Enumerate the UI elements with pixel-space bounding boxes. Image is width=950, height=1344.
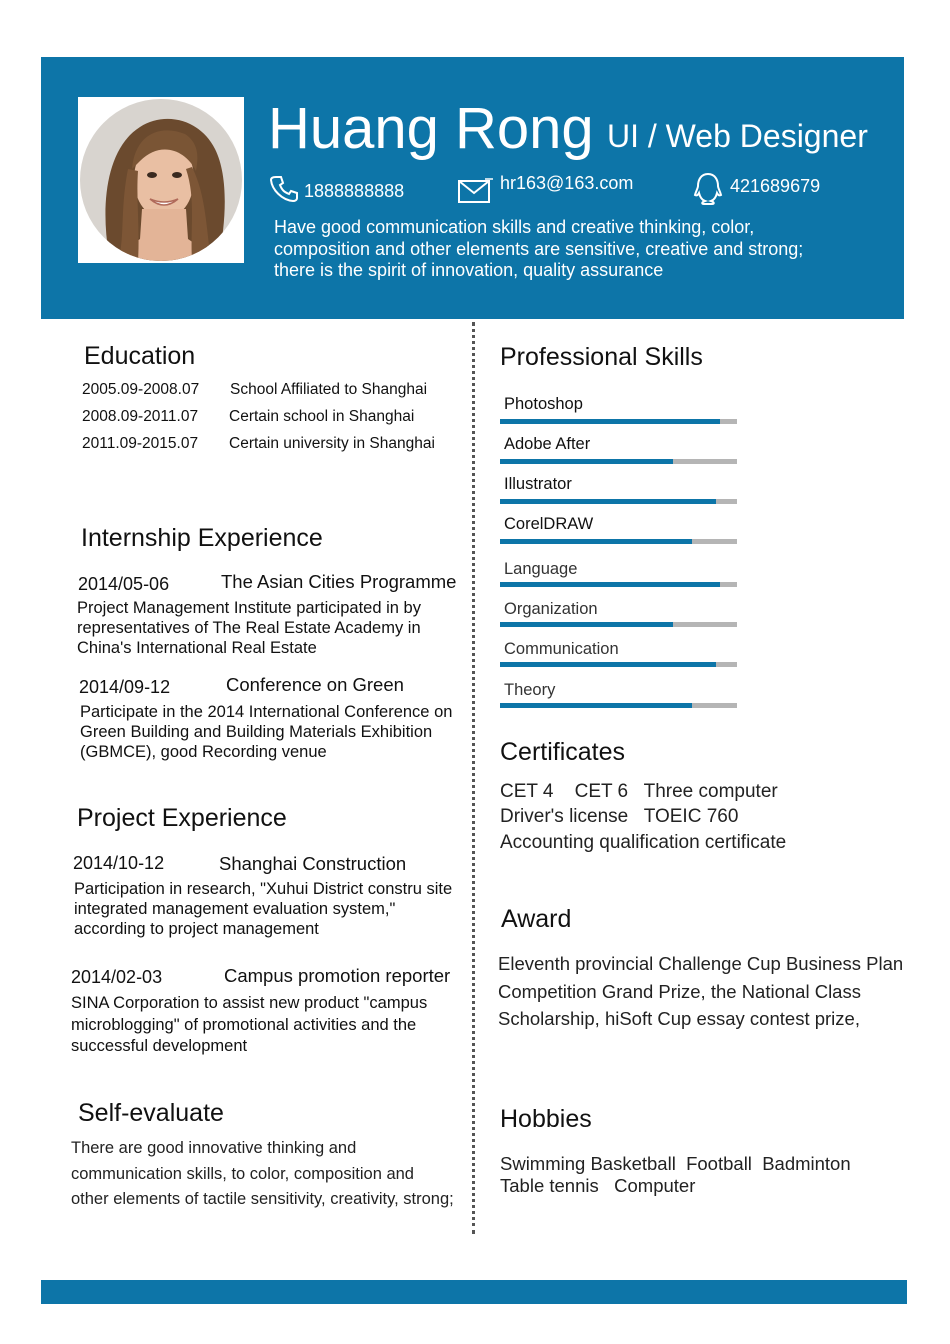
project-date: 2014/10-12 [73, 853, 165, 873]
internship-title: Conference on Green [226, 674, 404, 695]
skill-bar [500, 419, 737, 424]
internship-desc: Project Management Institute participated in by representatives of The Real Estate Academy in China's International Real Estate [77, 599, 421, 657]
skill-label: Photoshop [504, 395, 583, 413]
footer-bar [41, 1280, 907, 1304]
project-title: Campus promotion reporter [224, 965, 451, 986]
skill-bar [500, 499, 737, 504]
candidate-role: UI / Web Designer [607, 118, 868, 154]
certificates-heading: Certificates [500, 738, 626, 766]
candidate-name: Huang Rong [268, 96, 594, 161]
skill-bar [500, 582, 737, 587]
education-heading: Education [84, 342, 196, 370]
skill-label: Theory [504, 681, 556, 699]
edu-school: School Affiliated to Shanghai [230, 381, 428, 398]
email-address: hr163@163.com [500, 173, 634, 193]
qq-number: 421689679 [730, 176, 821, 196]
skill-bar-fill [500, 582, 720, 587]
certificates-line: Accounting qualification certificate [500, 832, 787, 853]
award-heading: Award [501, 905, 572, 933]
skill-label: Illustrator [504, 475, 572, 493]
skill-label: Organization [504, 600, 598, 618]
qq-icon [693, 172, 723, 211]
internship-date: 2014/09-12 [79, 677, 171, 697]
edu-school: Certain school in Shanghai [229, 408, 415, 425]
award-text: Eleventh provincial Challenge Cup Business Plan Competition Grand Prize, the National Class Scholarship, hiSoft Cup essay contest prize, [498, 953, 904, 1029]
skill-label: Language [504, 560, 578, 578]
phone-icon [270, 174, 298, 207]
skill-bar-fill [500, 703, 692, 708]
avatar [80, 99, 242, 261]
skill-label: Communication [504, 640, 619, 658]
certificates-line: CET 4 CET 6 Three computer [500, 781, 778, 802]
intro-text: Have good communication skills and creative thinking, color, composition and other elements are sensitive, creative and strong; there is the spirit of innovation, quality assurance [274, 217, 804, 280]
project-desc: Participation in research, "Xuhui District constru site integrated management evaluation system," according to project management [74, 880, 453, 938]
skill-bar-fill [500, 539, 692, 544]
skill-bar [500, 622, 737, 627]
skill-label: Adobe After [504, 435, 591, 453]
skill-bar-fill [500, 622, 673, 627]
skill-bar [500, 662, 737, 667]
column-divider [472, 322, 475, 1234]
skill-bar [500, 459, 737, 464]
project-heading: Project Experience [77, 804, 287, 832]
skill-bar [500, 703, 737, 708]
skill-label: CorelDRAW [504, 515, 594, 533]
certificates-line: Driver's license TOEIC 760 [500, 806, 739, 827]
edu-date: 2008.09-2011.07 [82, 408, 199, 425]
internship-desc: Participate in the 2014 International Conference on Green Building and Building Materials Exhibition (GBMCE), good Recording venue [80, 703, 453, 761]
project-date: 2014/02-03 [71, 967, 163, 987]
mail-icon [458, 178, 494, 209]
project-title: Shanghai Construction [219, 853, 407, 874]
internship-heading: Internship Experience [81, 524, 323, 552]
skill-bar-fill [500, 499, 716, 504]
edu-school: Certain university in Shanghai [229, 435, 435, 452]
hobbies-heading: Hobbies [500, 1105, 592, 1133]
hobbies-line: Table tennis Computer [500, 1175, 696, 1196]
edu-date: 2005.09-2008.07 [82, 381, 200, 398]
skills-heading: Professional Skills [500, 343, 703, 371]
skill-bar [500, 539, 737, 544]
self-evaluate-heading: Self-evaluate [78, 1099, 224, 1127]
internship-date: 2014/05-06 [78, 574, 170, 594]
hobbies-line: Swimming Basketball Football Badminton [500, 1153, 851, 1174]
skill-bar-fill [500, 662, 716, 667]
phone-number: 1888888888 [304, 181, 405, 201]
project-desc: SINA Corporation to assist new product "campus microblogging" of promotional activities and the successful development [71, 994, 428, 1055]
edu-date: 2011.09-2015.07 [82, 435, 199, 452]
skill-bar-fill [500, 459, 673, 464]
internship-title: The Asian Cities Programme [221, 571, 457, 592]
skill-bar-fill [500, 419, 720, 424]
self-evaluate-text: There are good innovative thinking and communication skills, to color, composition and other elements of tactile sensitivity, creativity, strong; [71, 1139, 454, 1208]
